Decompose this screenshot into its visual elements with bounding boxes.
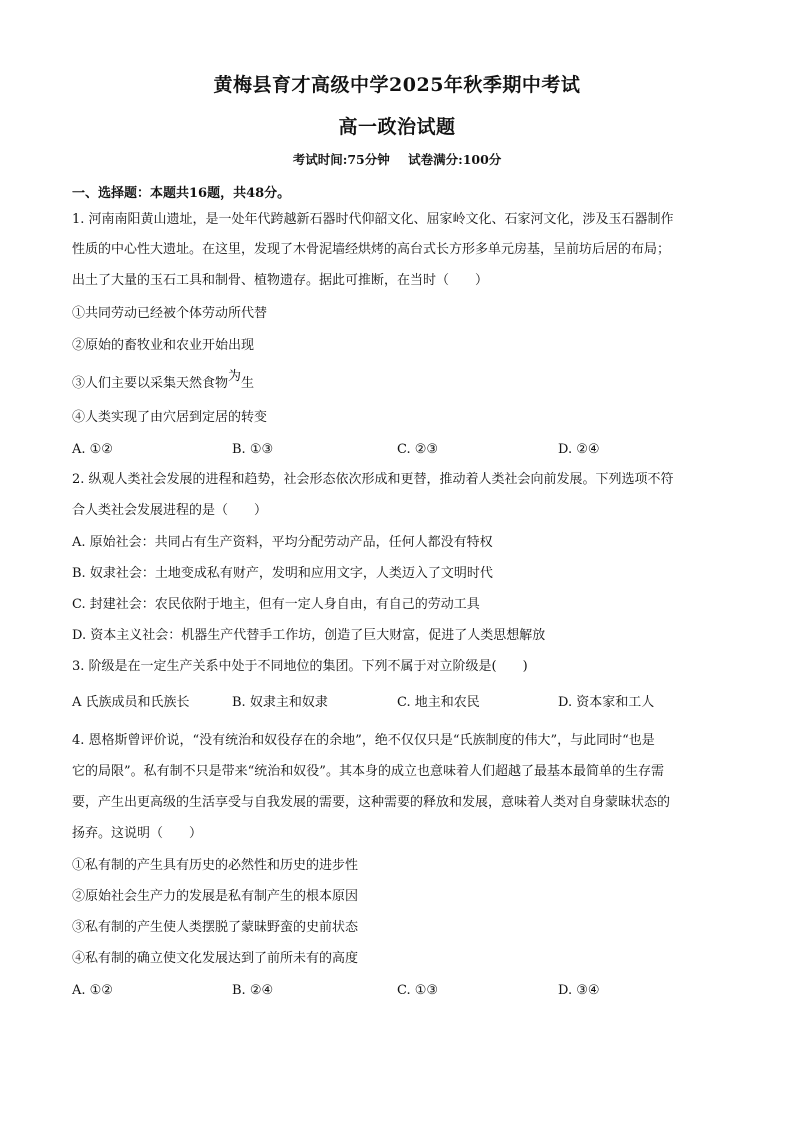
- q1-option-a: A. ①②: [72, 442, 113, 457]
- q1-item-3-text: ③人们主要以采集天然食物: [72, 376, 229, 391]
- q1-item-4: ④人类实现了由穴居到定居的转变: [72, 410, 268, 425]
- q2-stem-line-2: 合人类社会发展进程的是（ ）: [72, 503, 268, 518]
- q4-option-d: D. ③④: [558, 983, 600, 998]
- q4-item-3: ③私有制的产生使人类摆脱了蒙昧野蛮的史前状态: [72, 920, 359, 935]
- q4-option-c: C. ①③: [397, 983, 439, 998]
- q2-option-a: A. 原始社会：共同占有生产资料，平均分配劳动产品，任何人都没有特权: [72, 535, 493, 550]
- q1-option-d: D. ②④: [558, 442, 600, 457]
- q3-stem: 3. 阶级是在一定生产关系中处于不同地位的集团。下列不属于对立阶级是( ): [72, 659, 528, 674]
- exam-score: 试卷满分:100分: [408, 152, 502, 167]
- q4-stem-line-4: 扬弃。这说明（ ）: [72, 826, 203, 841]
- q4-option-b: B. ②④: [232, 983, 274, 998]
- q3-option-c: C. 地主和农民: [397, 695, 480, 710]
- q4-stem-line-1: 4. 恩格斯曾评价说，“没有统治和奴役存在的余地”，绝不仅仅只是“氏族制度的伟大”，与此同时“也是: [72, 733, 655, 748]
- q4-item-1: ①私有制的产生具有历史的必然性和历史的进步性: [72, 858, 359, 873]
- q2-option-b: B. 奴隶社会：土地变成私有财产，发明和应用文字，人类迈入了文明时代: [72, 566, 493, 581]
- q4-stem-line-3: 要，产生出更高级的生活享受与自我发展的需要，这种需要的释放和发展，意味着人类对自身蒙昧状态的: [72, 795, 671, 810]
- q1-item-1: ①共同劳动已经被个体劳动所代替: [72, 306, 268, 321]
- q2-option-c: C. 封建社会：农民依附于地主，但有一定人身自由，有自己的劳动工具: [72, 597, 480, 612]
- exam-title: 黄梅县育才高级中学2025年秋季期中考试: [213, 74, 581, 96]
- q2-option-d: D. 资本主义社会：机器生产代替手工作坊，创造了巨大财富，促进了人类思想解放: [72, 628, 546, 643]
- q2-stem-line-1: 2. 纵观人类社会发展的进程和趋势，社会形态依次形成和更替，推动着人类社会向前发展。下列选项不符: [72, 472, 674, 487]
- q1-stem-line-3: 出土了大量的玉石工具和制骨、植物遗存。据此可推断，在当时（ ）: [72, 273, 489, 288]
- q4-option-a: A. ①②: [72, 983, 113, 998]
- q3-option-a: A 氏族成员和氏族长: [72, 695, 190, 710]
- q3-option-b: B. 奴隶主和奴隶: [232, 695, 328, 710]
- q1-option-b: B. ①③: [232, 442, 274, 457]
- q1-option-c: C. ②③: [397, 442, 439, 457]
- exam-subtitle: 高一政治试题: [338, 116, 456, 138]
- q4-item-2: ②原始社会生产力的发展是私有制产生的根本原因: [72, 889, 359, 904]
- q3-option-d: D. 资本家和工人: [558, 695, 655, 710]
- q4-item-4: ④私有制的确立使文化发展达到了前所未有的高度: [72, 951, 359, 966]
- q1-stem-line-2: 性质的中心性大遗址。在这里，发现了木骨泥墙经烘烤的高台式长方形多单元房基，呈前坊后居的布局；: [72, 242, 671, 257]
- section-heading: 一、选择题：本题共16题，共48分。: [72, 186, 291, 201]
- q1-item-3-raised-char: 为: [228, 369, 242, 384]
- q1-item-2: ②原始的畜牧业和农业开始出现: [72, 338, 255, 353]
- q1-item-3: [72, 369, 722, 393]
- exam-time: 考试时间:75分钟: [292, 152, 390, 167]
- q1-stem-line-1: 1. 河南南阳黄山遗址，是一处年代跨越新石器时代仰韶文化、屈家岭文化、石家河文化，涉及玉石器制作: [72, 212, 674, 227]
- q1-item-3-end-char: 生: [241, 376, 255, 391]
- q4-stem-line-2: 它的局限”。私有制不只是带来“统治和奴役”。其本身的成立也意味着人们超越了最基本最简单的生存需: [72, 764, 664, 779]
- exam-meta: [0, 150, 794, 168]
